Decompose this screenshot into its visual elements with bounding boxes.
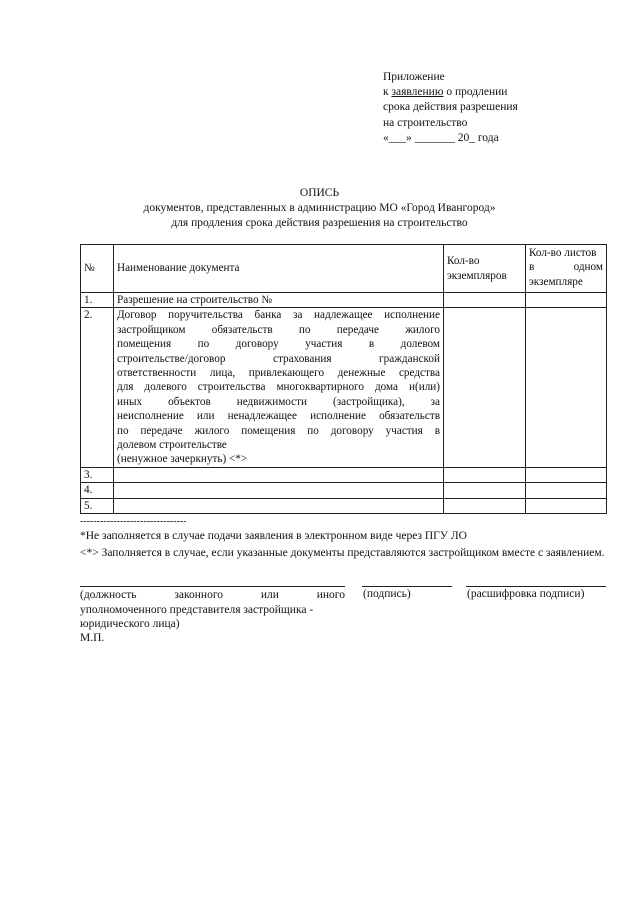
table-header-row <box>81 245 607 293</box>
header-name: Наименование документа <box>114 245 444 293</box>
row-sheets[interactable] <box>526 467 607 482</box>
row-name-line: неисполнение или ненадлежащее исполнение обязательств <box>117 410 440 423</box>
row-sheets[interactable] <box>526 483 607 498</box>
row-copies[interactable] <box>444 483 526 498</box>
application-link[interactable]: заявлению <box>391 86 444 99</box>
position-label-line-2: уполномоченного представителя застройщика - <box>80 603 314 616</box>
row-name-line: помещения по договору участия в долевом <box>117 338 440 351</box>
table-row <box>81 483 607 498</box>
row-sheets[interactable] <box>526 308 607 467</box>
table-row <box>81 293 607 308</box>
appendix-line-1: Приложение <box>383 71 445 83</box>
row-num: 4. <box>81 483 114 498</box>
row-copies[interactable] <box>444 498 526 513</box>
signature-label: (подпись) <box>363 588 411 600</box>
header-num: № <box>81 245 114 293</box>
row-name-line: ответственности лица, привлекающего денежные средства <box>117 367 440 380</box>
header-sheets-line-2: в одном <box>529 261 603 274</box>
appendix-line-2 <box>383 85 518 100</box>
row-num: 3. <box>81 467 114 482</box>
position-label-line-1: (должность законного или иного <box>80 589 345 601</box>
row-name-line: по передаче жилого помещения по договору участия в <box>117 424 440 437</box>
appendix-line-4: на строительство <box>383 116 468 129</box>
row-name-line: иных объектов недвижимости (застройщика), за <box>117 395 440 408</box>
document-title: ОПИСЬ <box>299 187 340 199</box>
row-num: 1. <box>81 293 114 308</box>
decoding-signature-line[interactable] <box>466 586 606 587</box>
row-name-line: Договор поручительства банка за надлежащее исполнение <box>117 309 440 322</box>
row-name-line: строительстве/договор страхования гражданской <box>117 352 440 365</box>
row-name-line: застройщиком обязательств по передаче жилого <box>117 323 440 336</box>
footnote-1: *Не заполняется в случае подачи заявления в электронном виде через ПГУ ЛО <box>80 530 467 542</box>
row-name: Разрешение на строительство № <box>114 293 444 308</box>
appendix-line-2-prefix: к <box>383 86 392 99</box>
appendix-date-line: «___» _______ 20_ года <box>383 131 499 144</box>
document-subtitle-2: для продления срока действия разрешения на строительство <box>171 217 468 229</box>
table-row <box>81 308 607 467</box>
row-sheets[interactable] <box>526 293 607 308</box>
position-label <box>80 588 345 632</box>
row-copies[interactable] <box>444 467 526 482</box>
header-sheets-line-1: Кол-во листов <box>529 247 597 259</box>
row-name <box>114 308 444 467</box>
row-sheets[interactable] <box>526 498 607 513</box>
documents-table <box>80 244 607 514</box>
appendix-block <box>383 70 518 146</box>
footnote-separator: -------------------------------- <box>80 516 187 527</box>
footnote-2: <*> Заполняется в случае, если указанные документы представляются застройщиком вместе с заявлением. <box>80 547 605 559</box>
table-row <box>81 498 607 513</box>
row-name[interactable] <box>114 483 444 498</box>
appendix-line-3: срока действия разрешения <box>383 101 518 114</box>
row-name[interactable] <box>114 467 444 482</box>
header-sheets-line-3: экземпляре <box>529 275 583 288</box>
header-copies: Кол-во экземпляров <box>444 245 526 293</box>
document-subtitle-1: документов, представленных в администрацию МО «Город Ивангород» <box>143 202 496 214</box>
position-label-line-3: юридического лица) <box>80 618 180 630</box>
stamp-place: М.П. <box>80 632 105 644</box>
signature-line[interactable] <box>362 586 452 587</box>
position-signature-line[interactable] <box>80 586 345 587</box>
row-num: 5. <box>81 498 114 513</box>
row-num: 2. <box>81 308 114 467</box>
table-row <box>81 467 607 482</box>
row-name-line: долевом строительстве <box>117 439 227 452</box>
row-copies[interactable] <box>444 308 526 467</box>
row-name-line: для долевого строительства многоквартирного дома и(или) <box>117 381 440 394</box>
appendix-line-2-suffix: о продлении <box>443 86 508 99</box>
row-name-line: (ненужное зачеркнуть) <*> <box>117 453 248 466</box>
header-sheets <box>526 245 607 293</box>
decoding-label: (расшифровка подписи) <box>467 588 585 600</box>
row-name[interactable] <box>114 498 444 513</box>
row-copies[interactable] <box>444 293 526 308</box>
